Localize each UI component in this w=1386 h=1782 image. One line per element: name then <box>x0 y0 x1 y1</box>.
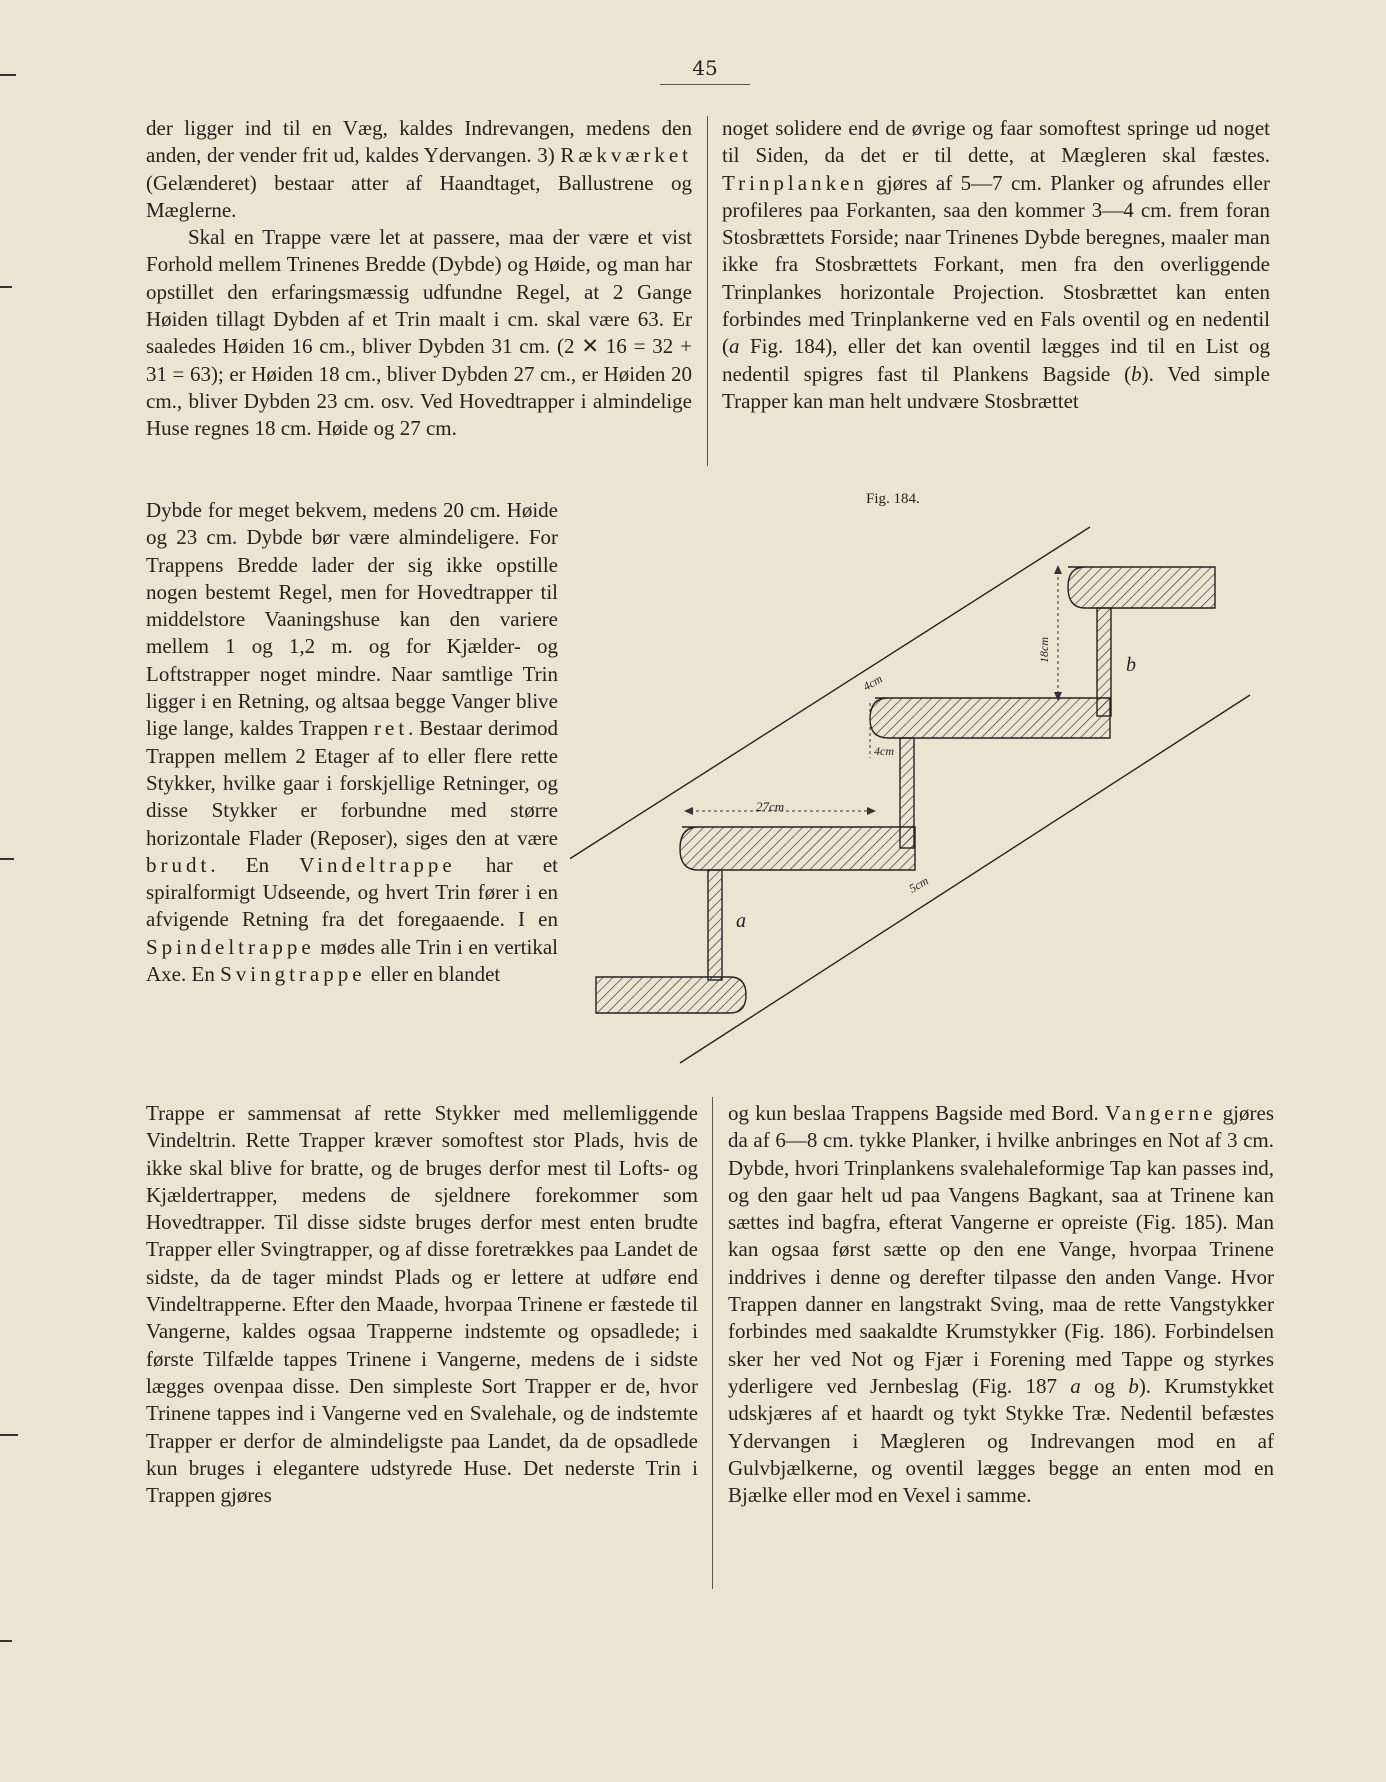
margin-mark <box>0 858 14 860</box>
emphasis-spindeltrappe: Spindeltrappe <box>146 934 315 959</box>
emphasis-trinplanken: Trinplanken <box>722 170 868 195</box>
left-column-top <box>146 115 692 443</box>
lower-tread <box>680 827 915 870</box>
label-a: a <box>736 910 746 932</box>
column-rule-top <box>707 116 708 466</box>
top-tread <box>1068 567 1215 608</box>
emphasis-raekvaerket: Rækværket <box>560 143 692 168</box>
margin-mark <box>0 74 16 76</box>
riser-a <box>708 870 722 980</box>
column-rule-bottom <box>712 1097 713 1589</box>
emphasis-brudt: brudt <box>146 852 211 877</box>
right-column-bottom: og kun beslaa Trappens Bagside med Bord. Vangerne gjøres da af 6—8 cm. tykke Planker, i hvilke anbringes en Not af 3 cm. Dybde, hvori Trinplankens svalehaleformige Tap kan passes ind, og den gaar helt ud paa Vangens Bagkant, saa at Trinene kan sættes ind bagfra, efterat Vangerne er opreiste (Fig. 185). Man kan ogsaa først sætte op den ene Vange, hvorpaa Trinene inddrives i denne og derefter tilpasse den anden Vange. Hvor Trappen danner en langstrakt Sving, maa de rette Vangstykker forbindes med saakaldte Krumstykker (Fig. 186). Forbindelsen sker her ved Not og Fjær i Forening med Tappe og styrkes yderligere ved Jernbeslag (Fig. 187 a og b). Krumstykket udskjæres af et haardt og tykt Stykke Træ. Nedentil befæstes Ydervangen i Mægleren og Indrevangen mod en af Gulvbjælkerne, og oventil lægges begge an enten mod en Bjælke eller mod en Vexel i samme. <box>728 1101 1275 1508</box>
paragraph-1: der ligger ind til en Væg, kaldes Indrevangen, medens den anden, der vender frit ud, kaldes Ydervangen. 3) Rækværket (Gelænderet) bestaar atter af Haandtaget, Ballustrene og Mæglerne. <box>146 116 692 222</box>
label-b: b <box>1126 654 1136 676</box>
right-column-top: noget solidere end de øvrige og faar somoftest springe ud noget til Siden, da det er til dette, at Mægleren skal fæstes. Trinplanken gjøres af 5—7 cm. Planker og afrundes eller profileres paa Forkanten, saa den kommer 3—4 cm. frem foran Stosbrættets Forside; naar Trinenes Dybde beregnes, maaler man ikke fra Stosbrættets Forkant, men fra den overliggende Trinplankes horizontale Projection. Stosbrættet kan enten forbindes med Trinplankerne ved en Fals oventil og en nedentil (a Fig. 184), eller det kan oventil lægges ind til en List og nedentil spigres fast til Plankens Bagside (b). Ved simple Trapper kan man helt undvære Stosbrættet <box>722 116 1270 413</box>
emphasis-svingtrappe: Svingtrappe <box>220 962 366 987</box>
label-dim-18: 18cm <box>1037 637 1051 663</box>
lower-slope-line <box>680 695 1250 1063</box>
emphasis-vindeltrappe: Vindeltrappe <box>299 852 456 877</box>
upper-slope-line <box>570 527 1090 865</box>
left-column-narrow: Dybde for meget bekvem, medens 20 cm. Høide og 23 cm. Dybde bør være almindeligere. For Trappens Bredde lader der sig ikke opstille nogen bestemt Regel, men for Hovedtrapper til middelstore Vaaningshuse kan den variere mellem 1 og 1,2 m. og for Kjælder- og Loftstrapper noget mindre. Naar samtlige Trin ligger i en Retning, og altsaa begge Vanger blive lige lange, kaldes Trappen ret. Bestaar derimod Trappen mellem 2 Etager af to eller flere rette Stykker, hvilke gaar i forskjellige Retninger, og disse Stykker er forbundne med større horizontale Flader (Reposer), siges den at være brudt. En Vindeltrappe har et spiralformigt Udseende, og hvert Trin fører i en afvigende Retning fra det foregaaende. I en Spindeltrappe mødes alle Trin i en vertikal Axe. En Svingtrappe eller en blandet <box>146 498 558 987</box>
margin-mark <box>0 286 12 288</box>
label-dim-5: 5cm <box>906 873 931 896</box>
label-dim-4-top: 4cm <box>860 671 885 694</box>
figure-caption: Fig. 184. <box>866 491 920 507</box>
emphasis-vangerne: Vangerne <box>1105 1101 1217 1125</box>
label-dim-4-mid: 4cm <box>874 744 894 758</box>
label-dim-27: 27cm <box>756 799 785 814</box>
left-column-bottom: Trappe er sammensat af rette Stykker med mellemliggende Vindeltrin. Rette Trapper kræver somoftest stor Plads, hvis de ikke skal blive for bratte, og de bruges derfor mest til Lofts- og Kjældertrapper, medens de sjeldnere forekommer som Hovedtrapper. Til disse sidste bruges derfor mest enten brudte Trapper eller Svingtrapper, og af disse foretrækkes paa Landet de sidste, da de tager mindst Plads og er lettere at udføre end Vindeltrapperne. Efter den Maade, hvorpaa Trinene er fæstede til Vangerne, kaldes ogsaa Trapperne indstemte og opsadlede; i første Tilfælde tappes Trinene i Vangerne, medens de i sidste lægges ovenpaa disse. Den simpleste Sort Trapper er de, hvor Trinene tappes ind i Vangerne ved en Svalehale, og de indstemte Trapper er derfor de almindeligste paa Landet, da de opsadlede kun bruges i elegantere udstyrede Huse. Det nederste Trin i Trappen gjøres <box>146 1101 698 1508</box>
emphasis-ret: ret <box>374 716 409 741</box>
middle-tread <box>870 698 1110 738</box>
bottom-floor <box>596 977 746 1013</box>
stair-section-figure <box>570 515 1260 1075</box>
page-number: 45 <box>660 56 750 85</box>
margin-mark <box>0 1434 18 1436</box>
margin-mark <box>0 1640 12 1642</box>
paragraph-2: Skal en Trappe være let at passere, maa der være et vist Forhold mellem Trinenes Bredde (Dybde) og Høide, og man har opstillet den erfaringsmæssig udfundne Regel, at 2 Gange Høiden tillagt Dybden af et Trin maalt i cm. skal være 63. Er saaledes Høiden 16 cm., bliver Dybden 31 cm. (2 ✕ 16 = 32 + 31 = 63); er Høiden 18 cm., bliver Dybden 27 cm., er Høiden 20 cm., bliver Dybden 23 cm. osv. Ved Hovedtrapper i almindelige Huse regnes 18 cm. Høide og 27 cm. <box>146 225 692 441</box>
